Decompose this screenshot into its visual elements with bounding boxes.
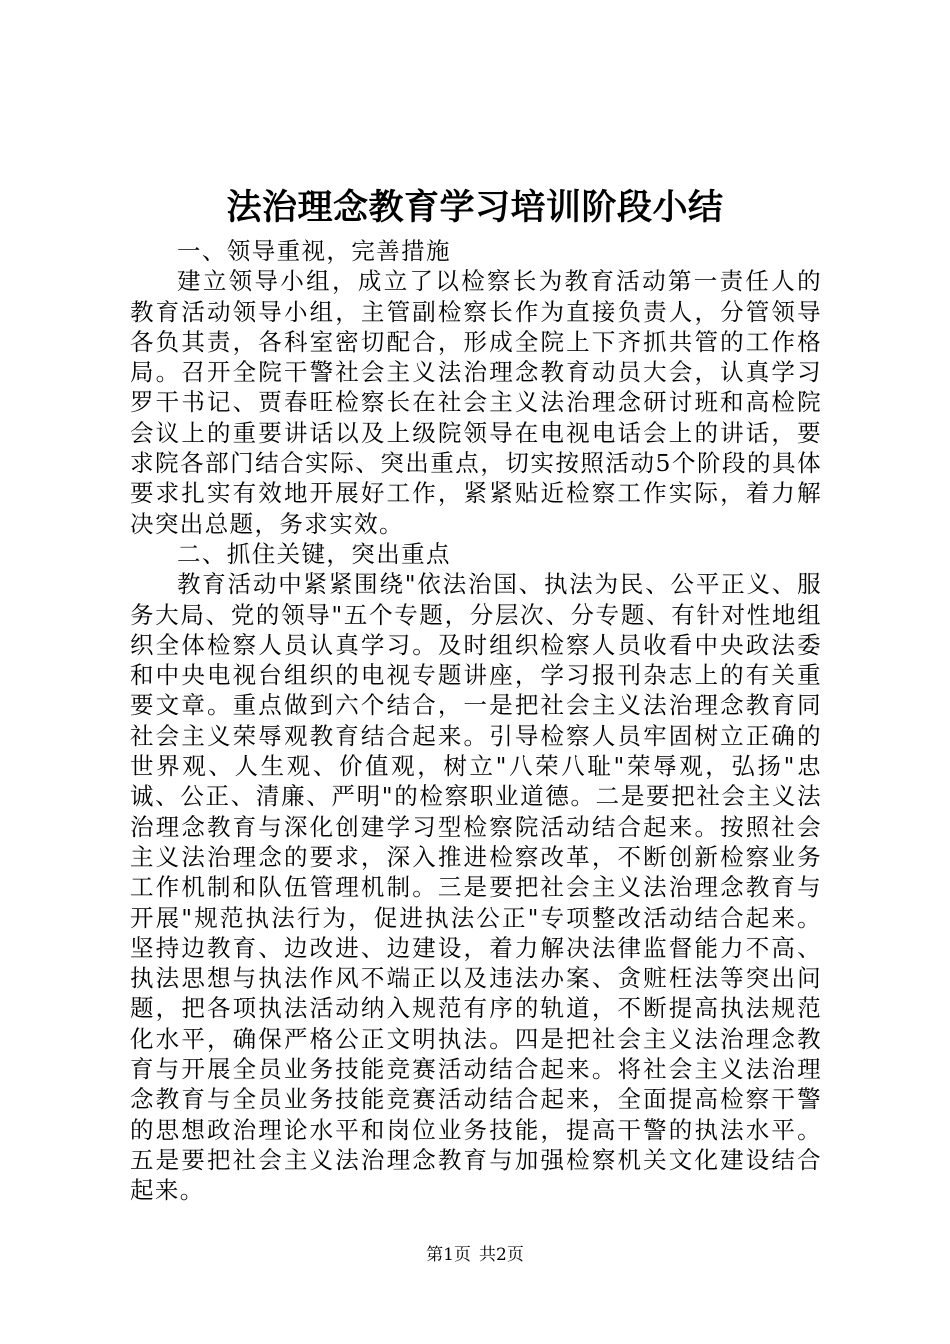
document-body bbox=[130, 236, 822, 1206]
section-heading-1: 一、领导重视，完善措施 bbox=[177, 237, 451, 265]
paragraph-2: 教育活动中紧紧围绕"依法治国、执法为民、公平正义、服务大局、党的领导"五个专题，分层次、分专题、有针对性地组织全体检察人员认真学习。及时组织检察人员收看中央政法委和中央电视台组织的电视专题讲座，学习报刊杂志上的有关重要文章。重点做到六个结合，一是把社会主义法治理念教育同社会主义荣辱观教育结合起来。引导检察人员牢固树立正确的世界观、人生观、价值观，树立"八荣八耻"荣辱观，弘扬"忠诚、公正、清廉、严明"的检察职业道德。二是要把社会主义法治理念教育与深化创建学习型检察院活动结合起来。按照社会主义法治理念的要求，深入推进检察改革，不断创新检察业务工作机制和队伍管理机制。三是要把社会主义法治理念教育与开展"规范执法行为，促进执法公正"专项整改活动结合起来。坚持边教育、边改进、边建设，着力解决法律监督能力不高、执法思想与执法作风不端正以及违法办案、贪赃枉法等突出问题，把各项执法活动纳入规范有序的轨道，不断提高执法规范化水平，确保严格公正文明执法。四是把社会主义法治理念教育与开展全员业务技能竞赛活动结合起来。将社会主义法治理念教育与全员业务技能竞赛活动结合起来，全面提高检察干警的思想政治理论水平和岗位业务技能，提高干警的执法水平。五是要把社会主义法治理念教育与加强检察机关文化建设结合起来。 bbox=[130, 570, 822, 1205]
document-title: 法治理念教育学习培训阶段小结 bbox=[226, 187, 724, 228]
page-number: 第1页 bbox=[426, 1245, 471, 1265]
page-footer bbox=[0, 1243, 950, 1267]
section-heading-2: 二、抓住关键，突出重点 bbox=[177, 539, 451, 568]
paragraph-1: 建立领导小组，成立了以检察长为教育活动第一责任人的教育活动领导小组，主管副检察长作为直接负责人，分管领导各负其责，各科室密切配合，形成全院上下齐抓共管的工作格局。召开全院干警社会主义法治理念教育动员大会，认真学习罗干书记、贾春旺检察长在社会主义法治理念研讨班和高检院会议上的重要讲话以及上级院领导在电视电话会上的讲话，要求院各部门结合实际、突出重点，切实按照活动5个阶段的具体要求扎实有效地开展好工作，紧紧贴近检察工作实际，着力解决突出总题，务求实效。 bbox=[130, 267, 822, 538]
page-total: 共2页 bbox=[479, 1245, 524, 1265]
